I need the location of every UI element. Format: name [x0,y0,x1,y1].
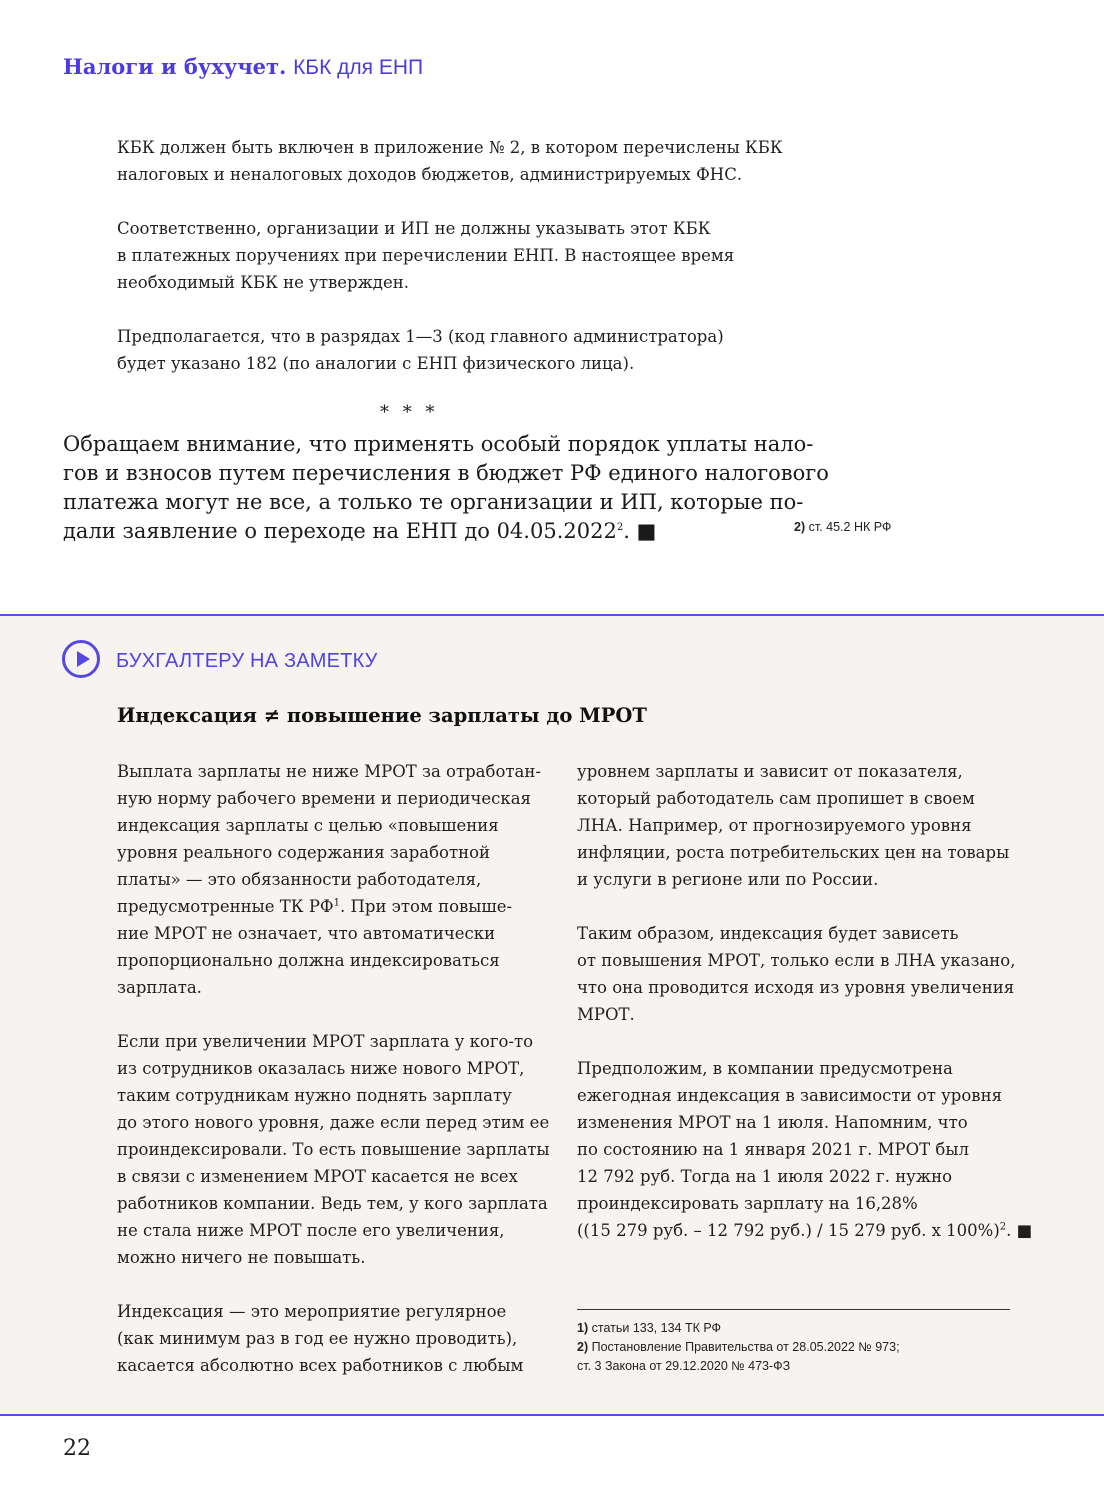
footnote-number: 2) [794,520,806,534]
text-line: в связи с изменением МРОТ касается не всех [117,1167,518,1186]
paragraph-kbk-digits [117,323,724,377]
text-fragment: ((15 279 руб. – 12 792 руб.) / 15 279 руб. х 100%) [577,1221,1000,1240]
text-line: Индексация — это мероприятие регулярное [117,1302,507,1321]
paragraph-gap [117,1271,550,1298]
section-divider-stars: * * * [380,402,439,423]
text-line: гов и взносов путем перечисления в бюджет РФ единого налогового [63,461,829,485]
text-line: и услуги в регионе или по России. [577,870,879,889]
text-line: КБК должен быть включен в приложение № 2, в котором перечислены КБК [117,138,783,157]
text-fragment: предусмотренные ТК РФ [117,897,334,916]
note-label: БУХГАЛТЕРУ НА ЗАМЕТКУ [116,650,378,672]
text-line: пропорционально должна индексироваться [117,951,500,970]
text-line [63,517,829,546]
text-line: Соответственно, организации и ИП не должны указывать этот КБК [117,219,711,238]
text-line: Предполагается, что в разрядах 1—3 (код главного администратора) [117,327,724,346]
text-fragment: дали заявление о переходе на ЕНП до 04.05.2022 [63,519,617,543]
text-line: до этого нового уровня, даже если перед этим ее [117,1113,550,1132]
note-left-column [117,758,550,1379]
footnotes [577,1319,900,1376]
text-line: индексация зарплаты с целью «повышения [117,816,499,835]
end-mark: . ■ [1006,1221,1033,1240]
text-line: Выплата зарплаты не ниже МРОТ за отработан- [117,762,541,781]
footnote-text: статьи 133, 134 ТК РФ [591,1321,722,1335]
text-line: таким сотрудникам нужно поднять зарплату [117,1086,512,1105]
text-line: Обращаем внимание, что применять особый порядок уплаты нало- [63,432,814,456]
paragraph-gap [577,1028,1032,1055]
text-line: Предположим, в компании предусмотрена [577,1059,953,1078]
text-line: ежегодная индексация в зависимости от уровня [577,1086,1002,1105]
text-line: ние МРОТ не означает, что автоматически [117,924,496,943]
text-line: инфляции, роста потребительских цен на товары [577,843,1010,862]
text-line: Если при увеличении МРОТ зарплата у кого-то [117,1032,534,1051]
footnote-text: Постановление Правительства от 28.05.2022 № 973; [591,1340,900,1354]
text-line: работников компании. Ведь тем, у кого зарплата [117,1194,548,1213]
footnote-ref: 2 [999,1221,1007,1233]
text-line: необходимый КБК не утвержден. [117,273,409,292]
text-line: Таким образом, индексация будет зависеть [577,924,959,943]
running-header [63,53,423,82]
paragraph-kbk-appendix [117,134,783,188]
text-line: в платежных поручениях при перечислении ЕНП. В настоящее время [117,246,735,265]
paragraph-gap [117,1001,550,1028]
note-title: Индексация ≠ повышение зарплаты до МРОТ [117,704,647,727]
text-line: платы» — это обязанности работодателя, [117,870,482,889]
side-footnote [794,520,891,534]
play-icon [62,640,100,678]
text-line: будет указано 182 (по аналогии с ЕНП физического лица). [117,354,635,373]
lead-paragraph [63,430,829,546]
text-line: изменения МРОТ на 1 июля. Напомним, что [577,1113,968,1132]
footnote-number: 1) [577,1321,589,1335]
text-line: ЛНА. Например, от прогнозируемого уровня [577,816,972,835]
page-number: 22 [63,1436,91,1461]
text-line: проиндексировать зарплату на 16,28% [577,1194,918,1213]
text-line: касается абсолютно всех работников с любым [117,1356,524,1375]
text-line: от повышения МРОТ, только если в ЛНА указано, [577,951,1016,970]
footnote-ref: 2 [616,522,624,533]
text-line: платежа могут не все, а только те организации и ИП, которые по- [63,490,804,514]
text-line [577,1217,1032,1244]
text-line [117,893,550,920]
text-line: (как минимум раз в год ее нужно проводить), [117,1329,518,1348]
footnote-number: 2) [577,1340,589,1354]
text-line: не стала ниже МРОТ после его увеличения, [117,1221,505,1240]
header-section: Налоги и бухучет. [63,54,287,79]
text-line: проиндексировали. То есть повышение зарплаты [117,1140,550,1159]
text-line: налоговых и неналоговых доходов бюджетов, администрируемых ФНС. [117,165,743,184]
text-fragment: . При этом повыше- [340,897,513,916]
text-line: зарплата. [117,978,202,997]
text-line: который работодатель сам пропишет в своем [577,789,975,808]
footnote-2-cont: ст. 3 Закона от 29.12.2020 № 473-ФЗ [577,1359,791,1373]
text-line: что она проводится исходя из уровня увеличения [577,978,1015,997]
footnote-rule [577,1309,1010,1310]
text-line: МРОТ. [577,1005,635,1024]
text-line: уровня реального содержания заработной [117,843,491,862]
footnote-text: ст. 45.2 НК РФ [808,520,892,534]
footnote-1 [577,1319,900,1338]
text-line: из сотрудников оказалась ниже нового МРОТ, [117,1059,525,1078]
header-topic: КБК для ЕНП [293,56,424,79]
text-line: уровнем зарплаты и зависит от показателя, [577,762,963,781]
end-mark: . ■ [623,519,657,543]
text-line: по состоянию на 1 января 2021 г. МРОТ был [577,1140,969,1159]
note-right-column [577,758,1032,1244]
paragraph-gap [577,893,1032,920]
footnote-2 [577,1338,900,1357]
text-line: 12 792 руб. Тогда на 1 июля 2022 г. нужно [577,1167,953,1186]
text-line: можно ничего не повышать. [117,1248,366,1267]
paragraph-kbk-not-required [117,215,734,296]
text-line: ную норму рабочего времени и периодическая [117,789,531,808]
footnote-ref: 1 [333,897,340,909]
